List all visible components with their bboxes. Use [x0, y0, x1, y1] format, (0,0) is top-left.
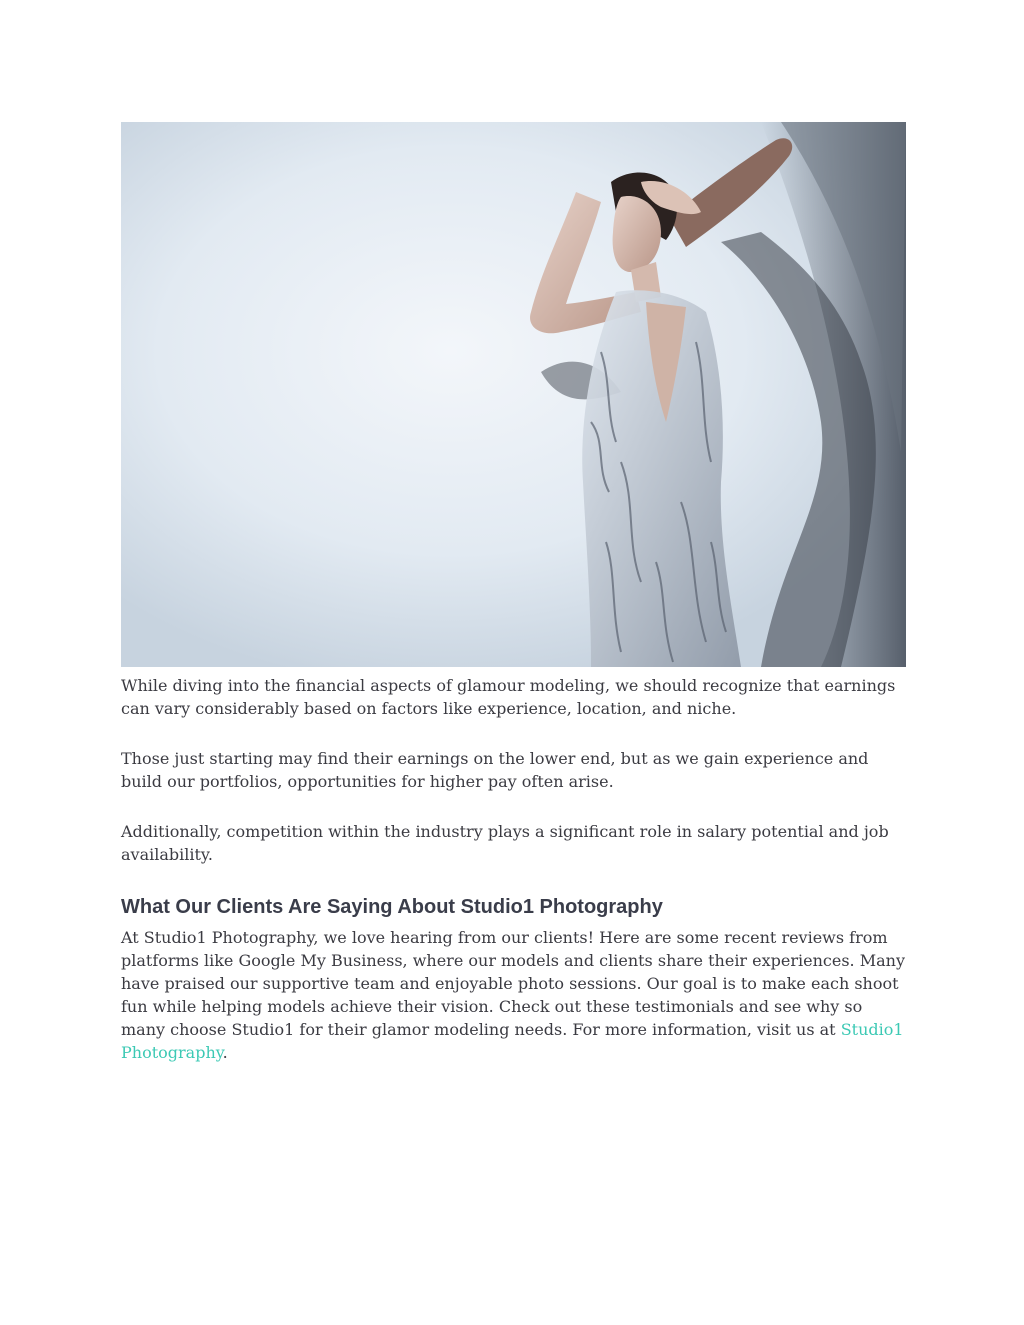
page-content — [121, 122, 906, 1064]
paragraph-reviews — [121, 926, 906, 1064]
end-punctuation: . — [222, 1043, 228, 1062]
section-heading: What Our Clients Are Saying About Studio1 Photography — [121, 896, 663, 918]
hero-photo — [121, 122, 906, 667]
model-photo-illustration — [121, 122, 906, 667]
paragraph-experience: Those just starting may find their earnings on the lower end, but as we gain experience and build our portfolios, opportunities for higher pay often arise. — [121, 749, 869, 791]
paragraph-competition: Additionally, competition within the industry plays a significant role in salary potential and job availability. — [121, 822, 889, 864]
reviews-text: At Studio1 Photography, we love hearing from our clients! Here are some recent reviews from platforms like Google My Business, where our models and clients share their experiences. Many have praised our supportive team and enjoyable photo sessions. Our goal is to make each shoot fun while helping models achieve their vision. Check out these testimonials and see why so many choose Studio1 for their glamor modeling needs. For more information, visit us at — [121, 928, 905, 1039]
paragraph-earnings: While diving into the financial aspects of glamour modeling, we should recognize that earnings can vary considerably based on factors like experience, location, and niche. — [121, 676, 896, 718]
studio1-photography-link[interactable]: Studio1 Photography — [121, 1020, 904, 1062]
